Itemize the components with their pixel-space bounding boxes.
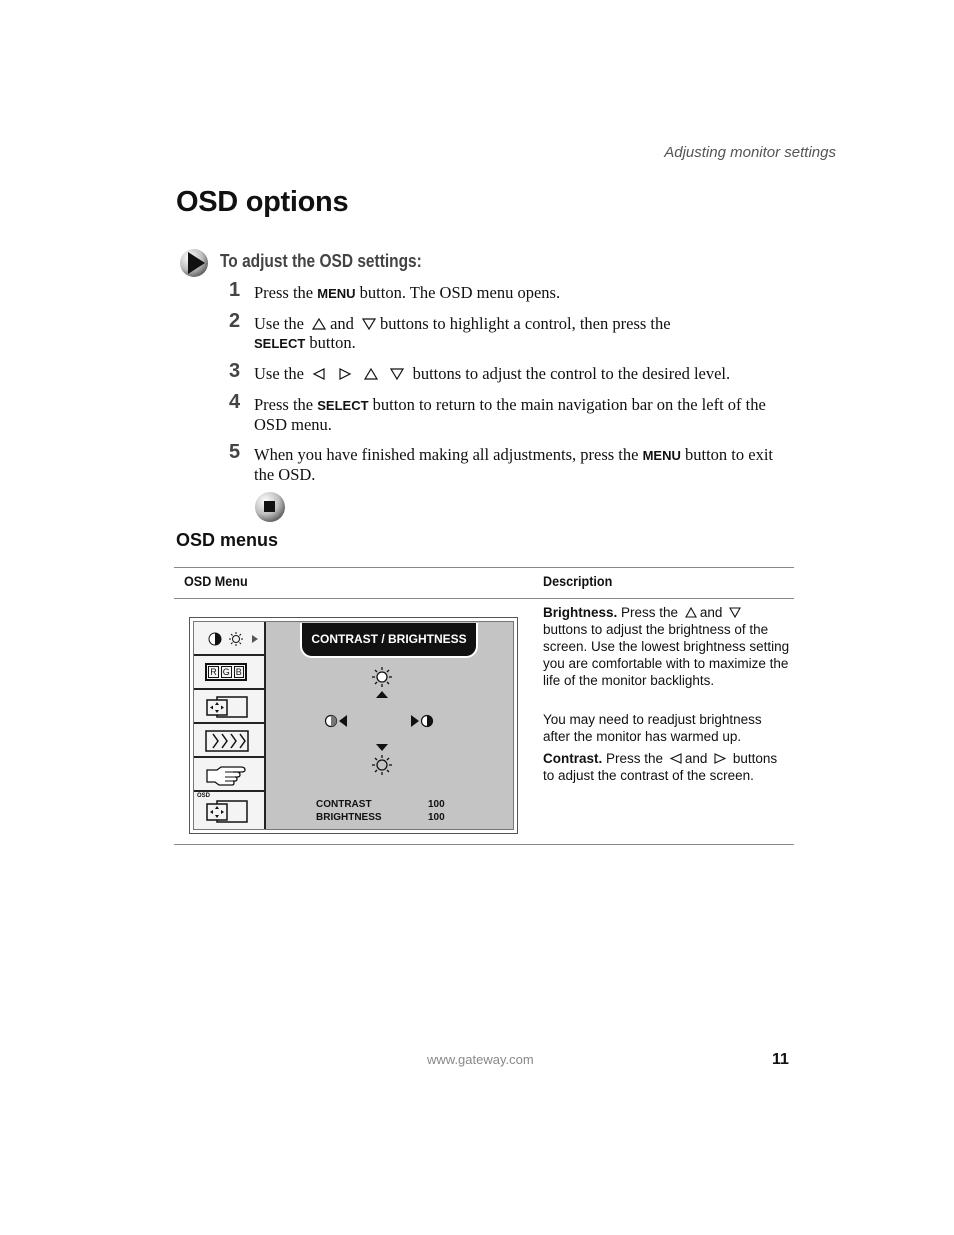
triangle-up-icon [364,368,378,380]
step-number: 3 [229,360,241,382]
clock-phase-icon [205,730,249,752]
rgb-icon [205,663,247,681]
step-text: Use the buttons to adjust the control to the desired level. [254,364,731,383]
page-title: OSD options [176,186,349,218]
rgb-g-label: G [222,667,230,677]
contrast-down-icon [324,714,350,728]
osd-menu-title: CONTRAST / BRIGHTNESS [300,623,478,658]
image-position-icon [205,695,249,719]
section-heading: OSD menus [176,530,279,550]
pointing-hand-icon [205,764,251,786]
osd-nav-rgb [194,656,264,690]
triangle-right-icon [714,753,726,764]
osd-nav-position [194,690,264,724]
brightness-description: Brightness. Press the and buttons to adjust the brightness of the screen. Use the lowest brightness setting you are comfortable with to maximize the life of the monitor backlights. [543,605,790,688]
contrast-readout-value: 100 [428,799,445,810]
readjust-note: You may need to readjust brightness after the monitor has warmed up. [543,712,762,744]
menu-keyword: MENU [642,448,681,463]
table-header-rule [174,598,794,599]
osd-nav-setup [194,758,264,792]
play-arrow-icon [179,248,209,278]
rgb-b-label: B [235,667,242,677]
contrast-brightness-icon [208,632,260,646]
brightness-down-icon [371,742,393,776]
contrast-readout-label: CONTRAST [316,799,372,810]
step-text: Use the and buttons to highlight a control, then press the SELECT button. [254,314,671,352]
triangle-left-icon [312,368,326,380]
brightness-readout-value: 100 [428,812,445,823]
step-text: When you have finished making all adjustments, press the MENU button to exit the OSD. [254,445,773,484]
step-number: 2 [229,310,241,332]
procedure-heading: To adjust the OSD settings: [220,251,422,271]
table-bottom-rule [174,844,794,845]
footer-url: www.gateway.com [427,1052,534,1067]
triangle-left-icon [670,753,682,764]
stop-square-icon [254,491,286,523]
menu-keyword: MENU [317,286,356,301]
triangle-down-icon [390,368,404,380]
step-number: 5 [229,441,241,463]
page-number: 11 [772,1051,789,1068]
step-text: Press the MENU button. The OSD menu opens. [254,283,561,302]
table-top-rule [174,567,794,568]
triangle-up-icon [685,607,697,618]
select-keyword: SELECT [254,336,306,351]
triangle-down-icon [362,318,376,330]
rgb-r-label: R [210,667,217,677]
osd-nav-contrast-brightness [194,622,264,656]
step-number: 4 [229,391,241,413]
osd-navigation-bar [194,622,266,829]
triangle-right-icon [338,368,352,380]
brightness-up-icon [371,666,393,700]
osd-position-icon [205,798,249,824]
triangle-down-icon [729,607,741,618]
osd-tag-label: OSD [197,793,211,799]
osd-screen-illustration [189,617,518,834]
column-header-description: Description [543,573,613,589]
osd-nav-osd-position [194,792,264,829]
triangle-up-icon [312,318,326,330]
contrast-up-icon [408,714,434,728]
column-header-osd-menu: OSD Menu [184,573,248,589]
step-text: Press the SELECT button to return to the main navigation bar on the left of the OSD menu. [254,395,766,434]
brightness-readout-label: BRIGHTNESS [316,812,382,823]
contrast-description: Contrast. Press the and buttons to adjust the contrast of the screen. [543,751,778,783]
osd-screen-panel [193,621,514,830]
select-keyword: SELECT [317,398,369,413]
running-head: Adjusting monitor settings [664,144,836,161]
osd-nav-clock-phase [194,724,264,758]
step-number: 1 [229,279,241,301]
